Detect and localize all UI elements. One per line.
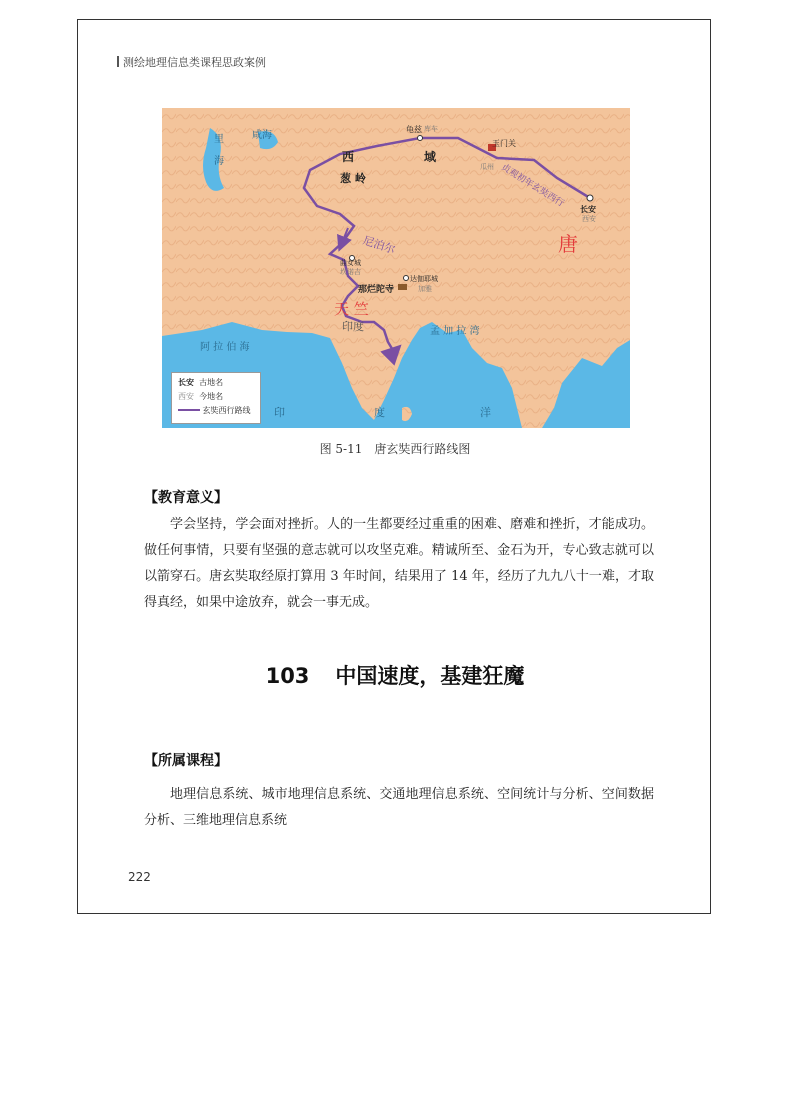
label-qunucheng-now: 坎诺吉 xyxy=(340,268,361,276)
label-congling: 葱 岭 xyxy=(340,172,366,185)
label-hai: 海 xyxy=(214,156,224,167)
label-tang: 唐 xyxy=(558,232,578,256)
guizi-marker xyxy=(418,136,423,141)
label-ocean-yin: 印 xyxy=(274,406,285,419)
label-ocean-yang: 洋 xyxy=(480,406,491,419)
running-header-text: 测绘地理信息类课程思政案例 xyxy=(123,56,266,69)
label-li: 里 xyxy=(214,134,224,145)
label-arabian-sea: 阿 拉 伯 海 xyxy=(200,342,250,353)
figure-caption: 图 5-11 唐玄奘西行路线图 xyxy=(319,442,471,456)
legend-modern-label: 今地名 xyxy=(199,392,224,401)
label-ocean-du: 度 xyxy=(374,406,385,419)
legend-ancient xyxy=(178,377,223,388)
legend-modern-sample: 西安 xyxy=(178,392,194,401)
route-map xyxy=(162,108,630,428)
map-legend xyxy=(171,372,261,424)
paragraph-courses: 地理信息系统、城市地理信息系统、交通地理信息系统、空间统计与分析、空间数据分析、三维地理信息系统 xyxy=(144,787,654,828)
running-header xyxy=(117,54,266,70)
label-guazhou: 瓜州 xyxy=(480,163,494,171)
changan-marker xyxy=(587,195,593,201)
chapter-title xyxy=(0,660,790,690)
label-xi: 西 xyxy=(342,150,355,164)
label-guizi-now: 库车 xyxy=(424,125,438,133)
nalanda-icon xyxy=(398,284,407,290)
label-route: 贞观初年玄奘西行 xyxy=(499,162,566,210)
legend-route-line xyxy=(178,409,200,411)
label-aral: 咸海 xyxy=(252,130,272,141)
page-number: 222 xyxy=(128,870,151,884)
legend-ancient-sample: 长安 xyxy=(178,378,194,387)
label-dajialuo-now: 加雅 xyxy=(418,285,432,293)
chapter-title-text: 中国速度，基建狂魔 xyxy=(335,664,525,688)
header-bar xyxy=(117,56,119,67)
dajialuo-marker xyxy=(404,276,409,281)
legend-route-label: 玄奘西行路线 xyxy=(202,406,251,415)
legend-route xyxy=(178,405,251,416)
label-bay-of-bengal: 孟 加 拉 湾 xyxy=(430,326,480,337)
label-dajialuo: 达伽耶城 xyxy=(410,275,438,283)
label-yindu: 印度 xyxy=(342,320,364,333)
section-heading-courses: 【所属课程】 xyxy=(144,753,228,769)
legend-modern xyxy=(178,391,223,402)
label-yumenguan: 玉门关 xyxy=(492,139,516,148)
label-nalanda: 那烂陀寺 xyxy=(358,285,395,295)
label-qunucheng: 曲女城 xyxy=(340,259,361,267)
label-changan: 长安 xyxy=(580,205,596,214)
chapter-number: 103 xyxy=(265,664,310,688)
label-changan-now: 西安 xyxy=(582,215,596,223)
label-tianzhu: 天 竺 xyxy=(334,300,369,318)
paragraph-significance: 学会坚持，学会面对挫折。人的一生都要经过重重的困难、磨难和挫折，才能成功。做任何事情，只要有坚强的意志就可以攻坚克难。精诚所至、金石为开，专心致志就可以以箭穿石。唐玄奘取经原打算用 3 年时间，结果用了 14 年，经历了九九八十一难，才取得真经，如果中途放弃，就会一事无成。 xyxy=(144,517,654,610)
label-yu: 域 xyxy=(424,150,437,164)
label-nepal: 尼泊尔 xyxy=(361,233,397,257)
legend-ancient-label: 古地名 xyxy=(199,378,224,387)
section-heading-significance: 【教育意义】 xyxy=(144,490,228,506)
label-guizi: 龟兹 xyxy=(406,125,422,134)
